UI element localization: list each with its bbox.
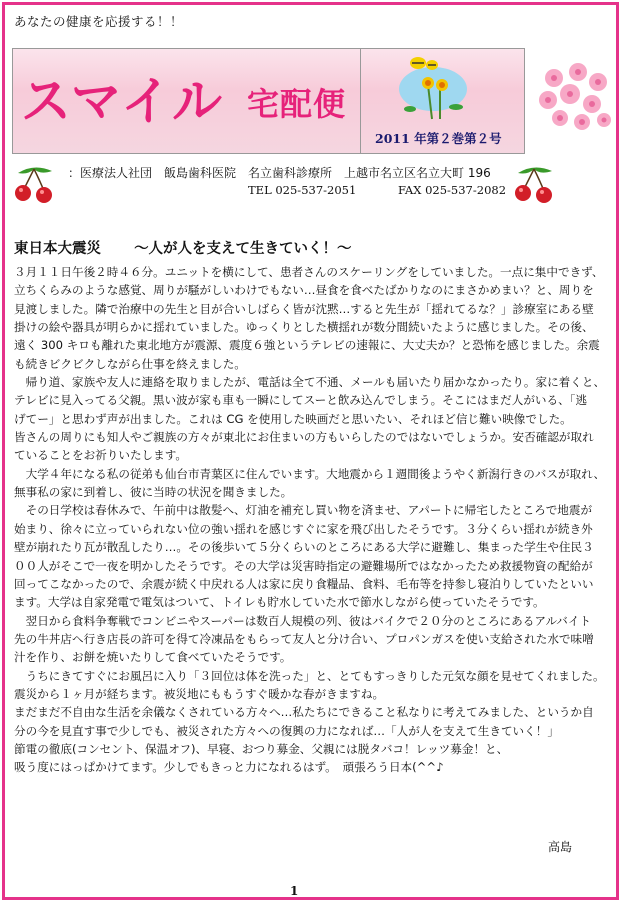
article-line: 分の今を見直す事で少しでも、被災された方々への復興の力になれば…「人が人を支えて生きていく！」	[14, 723, 559, 738]
article-line: ００人がそこで一夜を明かしたそうです。その大学は災害時指定の避難場所ではなかったため救援物資の配給が	[14, 558, 593, 573]
contact-line	[248, 183, 544, 197]
article-body	[14, 263, 612, 777]
article-line: うちにきてすぐにお風呂に入り「３回位は体を洗った」と、とてもすっきりした元気な顔を見せてくれました。	[14, 668, 605, 683]
clinic-info: ：医療法人社団 飯島歯科医院 名立歯科診療所 上越市名立区名立大町 196	[68, 166, 491, 180]
article-line: 先の牛丼店へ行き店長の許可を得て冷凍品をもらって友人と分け合い、プロパンガスを使い支給された水で味噌	[14, 631, 594, 646]
article-line: 回ってこなかったので、余震が続く中戻れる人は家に戻り食糧品、食料、毛布等を持参し寝泊りしていたといい	[14, 576, 594, 591]
header-banner	[12, 48, 525, 154]
clinic-tel: TEL 025-537-2051	[248, 183, 357, 197]
article-line: 立ちくらみのような感覚、周りが騒がしいわけでもない…昼食を食べたばかりなのにまさかめまい？と、周りを	[14, 283, 594, 298]
article-line: 翌日から食料争奪戦でコンビニやスーパーは数百人規模の列、彼はバイクで２０分のところにあるアルバイト	[14, 613, 592, 628]
header-divider	[360, 49, 361, 153]
article-line: も続きビクビクしながら仕事を終えました。	[14, 356, 246, 371]
article-line: ます。大学は自家発電で電気はついて、トイレも貯水していた水で節水しながら使っていたそうです。	[14, 595, 545, 610]
article-line: 震災から１ヶ月が経ちます。被災地にももうすぐ暖かな春がきますね。	[14, 686, 385, 701]
article-line: 吸う度にはっぱかけてます。少しでもきっと力になれるはず。 頑張ろう日本(^^♪	[14, 760, 444, 775]
article-title-main: 東日本大震災	[14, 240, 101, 257]
article-line: 壁が崩れたり瓦が散乱したり…。その後歩いて５分くらいのところにある大学に避難し、集まった学生や住民３	[14, 540, 594, 555]
article-line: ３月１１日午後２時４６分。ユニットを横にして、患者さんのスケーリングをしていました。一点に集中できず、	[14, 265, 604, 279]
article-subtitle: ～人が人を支えて生きていく！～	[134, 240, 352, 257]
article-line: げてー」と思わず声が出ました。これは CG を使用した映画だと思いたい、それほど信じ難い映像でした。	[14, 411, 572, 426]
article-line: 遠く 300 キロも離れた東北地方が震源、震度６強というテレビの速報に、大丈夫か？と恐怖を感じました。余震	[14, 338, 600, 353]
article-line: 汁を作り、お餅を焼いたりして食べていたそうです。	[14, 650, 292, 665]
issue-label: 2011 年第２巻第２号	[375, 131, 502, 146]
article-line: まだまだ不自由な生活を余儀なくされている方々へ…私たちにできること私なりに考えてみました、というか自	[14, 705, 594, 720]
title-sub: 宅配便	[247, 85, 347, 123]
article-line: テレビに見入ってる父親。黒い波が家も車も一瞬にしてスーと飲み込んでしまう。そこにはまだ人がいる、「逃	[14, 393, 588, 408]
article-line: 皆さんの周りにも知人やご親族の方々が東北にお住まいの方もいらしたのではないでしょうか。安否確認が取れ	[14, 430, 594, 445]
article-line: 大学４年になる私の従弟も仙台市青葉区に住んでいます。大地震から１週間後ようやく新潟行きのバスが取れ、	[14, 466, 606, 481]
article-line: その日学校は春休みで、午前中は散髪へ、灯油を補充し買い物を済ませ、アパートに帰宅したところで地震が	[14, 503, 593, 518]
page-number: 1	[290, 884, 299, 898]
article-line: 帰り道、家族や友人に連絡を取りましたが、電話は全て不通、メールも届いたり届かなかったり。家に着くと、	[14, 375, 606, 390]
article-line: 節電の徹底(コンセント、保温オフ)、早寝、おつり募金、父親には脱タバコ！レッツ募金！と、	[14, 741, 509, 756]
article-line: 始まり、徐々に立っていられない位の強い揺れを感じすぐに家を飛び出したそうです。３分くらい揺れが続き外	[14, 521, 593, 536]
article-line: 掛けの絵や器具が明らかに揺れていました。ゆっくりとした横揺れが数分間続いたように感じました。その後、	[14, 320, 594, 335]
article-line: ていることをお祈りいたします。	[14, 448, 187, 463]
flower-bouquet-icon	[534, 60, 616, 136]
title-main: スマイル	[21, 70, 223, 132]
article-line: 見渡しました。隣で治療中の先生と目が合いしばらく皆が沈黙…すると先生が「揺れてるな？」診療室にある壁	[14, 301, 594, 316]
cherry-icon	[10, 163, 60, 205]
article-line: 無事私の家に到着し、彼に当時の状況を聞きました。	[14, 485, 293, 500]
clinic-fax: FAX 025-537-2082	[397, 183, 507, 197]
tagline: あなたの健康を応援する！！	[14, 14, 184, 29]
bee-flower-illustration-icon	[388, 55, 488, 127]
article-author: 高島	[548, 840, 573, 854]
article-title	[14, 237, 352, 258]
